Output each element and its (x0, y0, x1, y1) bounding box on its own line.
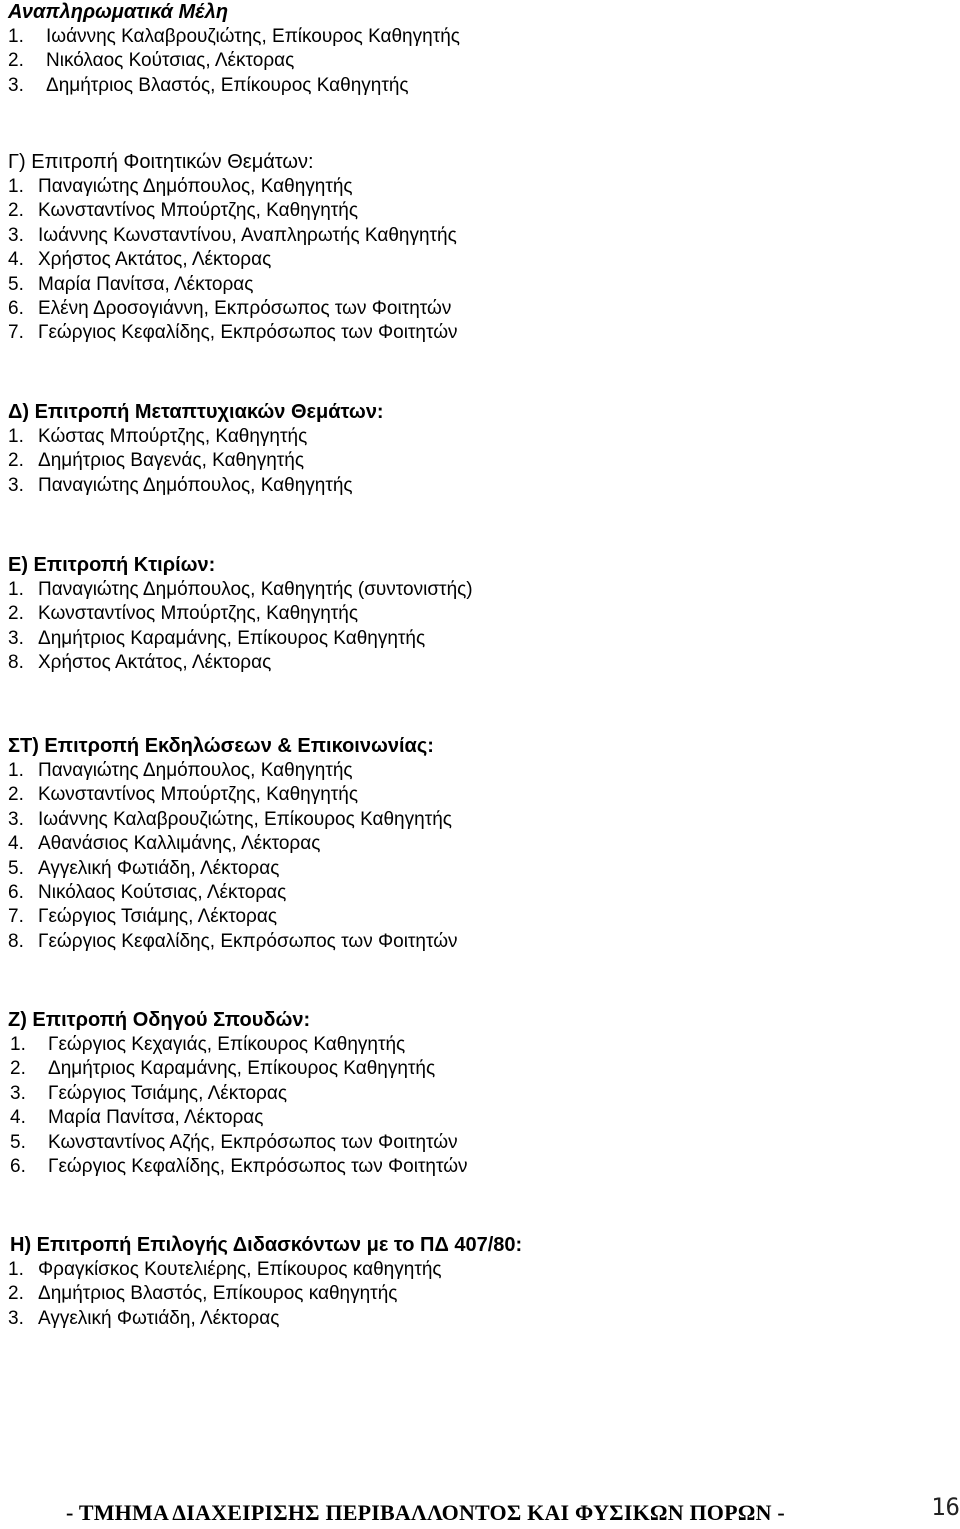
section-heading: Ε) Επιτροπή Κτιρίων: (8, 554, 216, 576)
list-item: 5. Κωνσταντίνος Αζής, Εκπρόσωπος των Φοιτητών (10, 1131, 458, 1153)
list-item: 2. Δημήτριος Καραμάνης, Επίκουρος Καθηγητής (10, 1058, 436, 1080)
list-item: 6. Γεώργιος Κεφαλίδης, Εκπρόσωπος των Φοιτητών (10, 1156, 468, 1178)
list-item: 3. Ιωάννης Κωνσταντίνου, Αναπληρωτής Καθηγητής (8, 224, 457, 246)
list-item: 3. Γεώργιος Τσιάμης, Λέκτορας (10, 1082, 288, 1104)
section-student-affairs (8, 150, 458, 346)
list-item: 1. Παναγιώτης Δημόπουλος, Καθηγητής (συντονιστής) (8, 579, 473, 600)
member-list (8, 25, 460, 98)
list-item: 5. Μαρία Πανίτσα, Λέκτορας (8, 273, 254, 295)
list-item: 1. Ιωάννης Καλαβρουζιώτης, Επίκουρος Καθηγητής (8, 26, 460, 47)
section-alternate-members (8, 0, 460, 98)
list-item: 3. Αγγελική Φωτιάδη, Λέκτορας (8, 1307, 280, 1329)
section-events-communication (8, 734, 458, 954)
list-item: 2. Κωνσταντίνος Μπούρτζης, Καθηγητής (8, 603, 359, 625)
list-item: 1. Γεώργιος Κεχαγιάς, Επίκουρος Καθηγητής (10, 1034, 406, 1055)
list-item: 3. Δημήτριος Καραμάνης, Επίκουρος Καθηγητής (8, 627, 426, 649)
list-item: 7. Γεώργιος Κεφαλίδης, Εκπρόσωπος των Φοιτητών (8, 322, 458, 344)
section-teacher-selection (8, 1233, 522, 1331)
section-buildings (8, 553, 473, 676)
list-item: 6. Ελένη Δροσογιάννη, Εκπρόσωπος των Φοιτητών (8, 298, 452, 320)
list-item: 3. Ιωάννης Καλαβρουζιώτης, Επίκουρος Καθηγητής (8, 808, 452, 830)
section-heading: Δ) Επιτροπή Μεταπτυχιακών Θεμάτων: (8, 401, 384, 423)
list-item: 2. Κωνσταντίνος Μπούρτζης, Καθηγητής (8, 784, 359, 806)
section-heading: Ζ) Επιτροπή Οδηγού Σπουδών: (8, 1009, 311, 1031)
member-list (8, 759, 458, 954)
list-item: 3. Δημήτριος Βλαστός, Επίκουρος Καθηγητής (8, 74, 409, 96)
list-item: 3. Παναγιώτης Δημόπουλος, Καθηγητής (8, 474, 353, 496)
list-item: 8. Γεώργιος Κεφαλίδης, Εκπρόσωπος των Φοιτητών (8, 930, 458, 952)
list-item: 6. Νικόλαος Κούτσιας, Λέκτορας (8, 882, 287, 904)
list-item: 2. Κωνσταντίνος Μπούρτζης, Καθηγητής (8, 200, 359, 222)
member-list (8, 175, 458, 346)
list-item: 1. Φραγκίσκος Κουτελιέρης, Επίκουρος καθηγητής (8, 1259, 442, 1280)
member-list (8, 425, 384, 498)
list-item: 4. Χρήστος Ακτάτος, Λέκτορας (8, 249, 272, 271)
member-list (8, 1258, 522, 1331)
list-item: 2. Δημήτριος Βαγενάς, Καθηγητής (8, 450, 304, 472)
member-list (8, 578, 473, 676)
page-number: 16 (931, 1493, 960, 1521)
section-postgraduate-affairs (8, 400, 384, 498)
list-item: 8. Χρήστος Ακτάτος, Λέκτορας (8, 652, 272, 674)
list-item: 4. Αθανάσιος Καλλιμάνης, Λέκτορας (8, 833, 321, 855)
list-item: 1. Παναγιώτης Δημόπουλος, Καθηγητής (8, 760, 353, 781)
section-heading: Η) Επιτροπή Επιλογής Διδασκόντων με το ΠΔ 407/80: (10, 1234, 523, 1256)
list-item: 1. Παναγιώτης Δημόπουλος, Καθηγητής (8, 176, 353, 197)
section-heading: Αναπληρωματικά Μέλη (8, 1, 229, 23)
section-heading: Γ) Επιτροπή Φοιτητικών Θεμάτων: (8, 151, 314, 173)
list-item: 1. Κώστας Μπούρτζης, Καθηγητής (8, 426, 308, 447)
list-item: 2. Δημήτριος Βλαστός, Επίκουρος καθηγητής (8, 1283, 398, 1305)
list-item: 7. Γεώργιος Τσιάμης, Λέκτορας (8, 906, 278, 928)
page-footer: - ΤΜΗΜΑ ΔΙΑΧΕΙΡΙΣΗΣ ΠΕΡΙΒΑΛΛΟΝΤΟΣ ΚΑΙ ΦΥΣΙΚΩΝ ΠΟΡΩΝ - (66, 1500, 785, 1525)
list-item: 5. Αγγελική Φωτιάδη, Λέκτορας (8, 857, 280, 879)
section-study-guide (8, 1008, 468, 1179)
member-list (10, 1033, 468, 1179)
section-heading: ΣΤ) Επιτροπή Εκδηλώσεων & Επικοινωνίας: (8, 735, 434, 757)
list-item: 4. Μαρία Πανίτσα, Λέκτορας (10, 1107, 264, 1129)
list-item: 2. Νικόλαος Κούτσιας, Λέκτορας (8, 50, 295, 72)
